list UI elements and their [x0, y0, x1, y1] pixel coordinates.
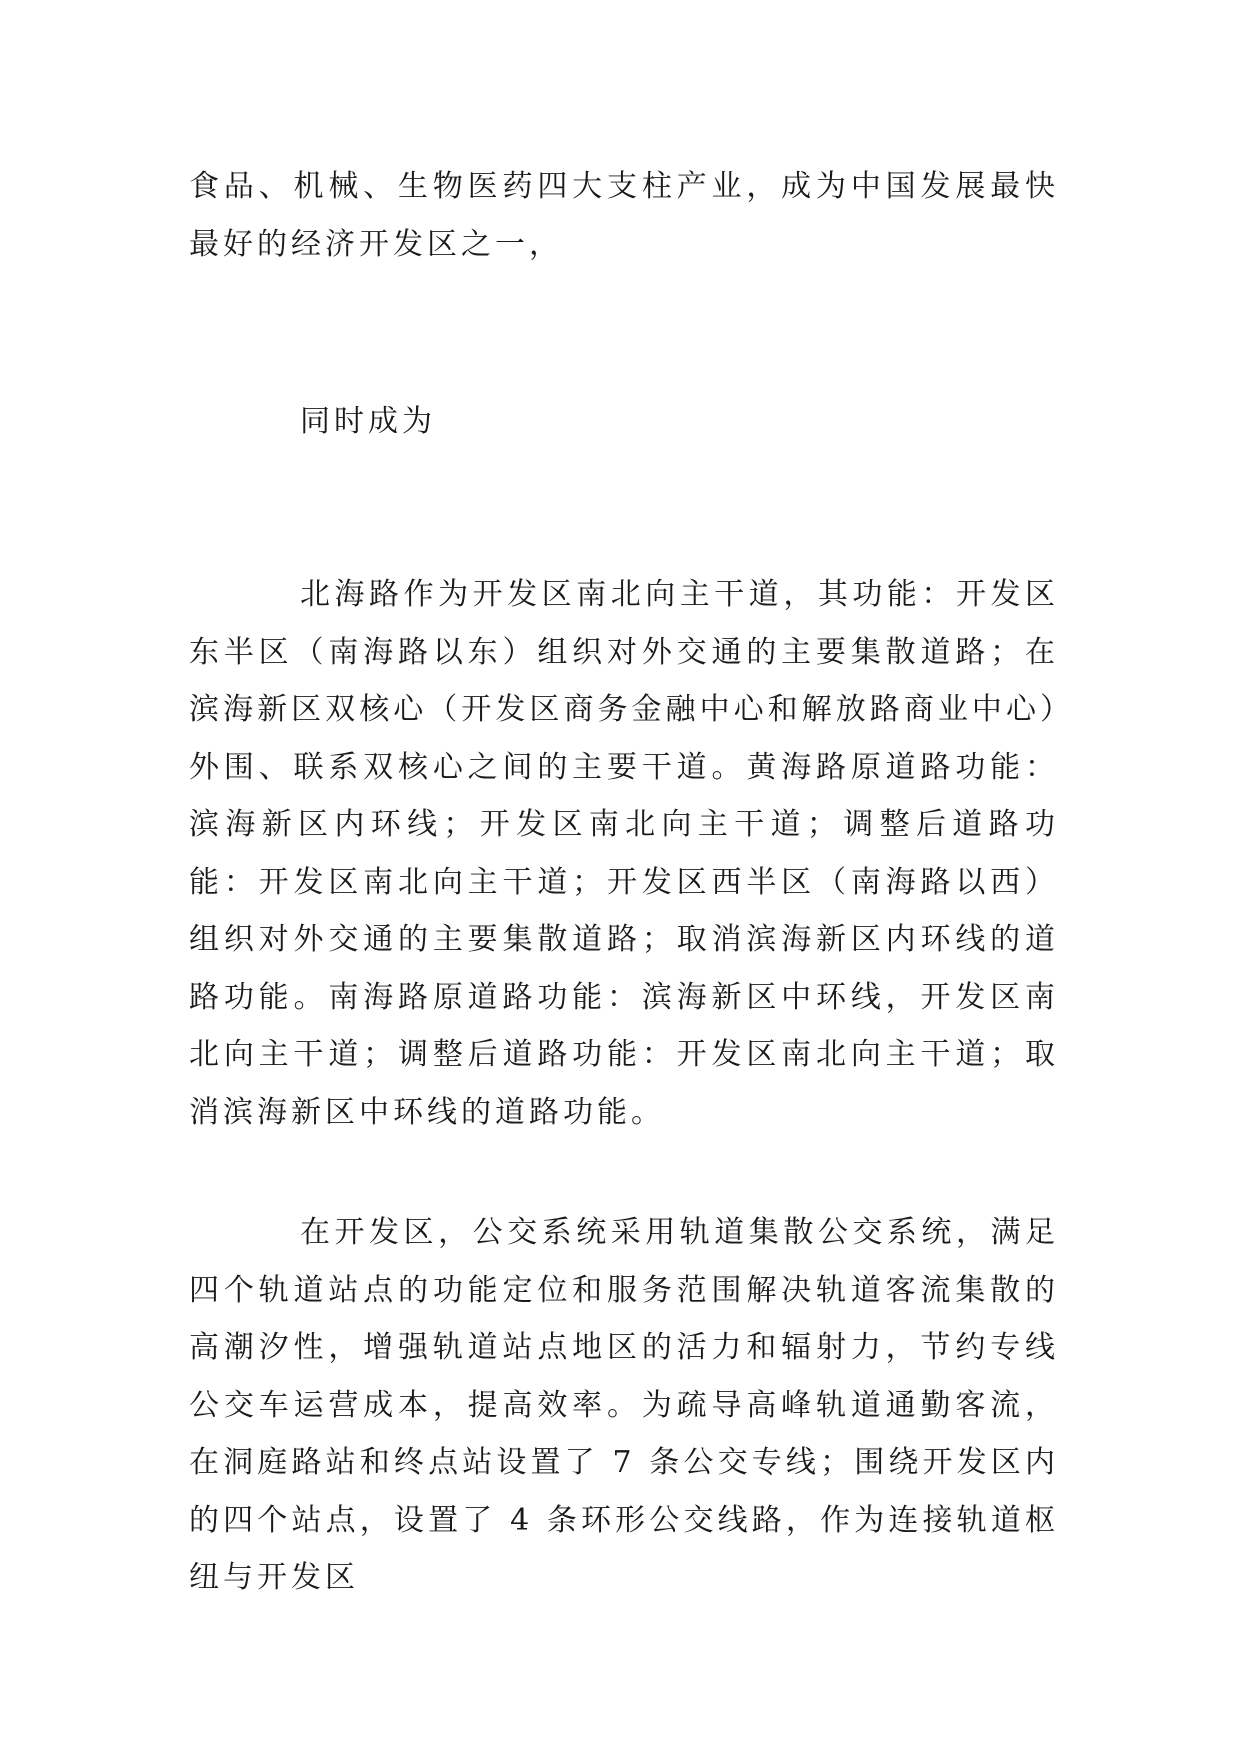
- paragraph-industries: 食品、机械、生物医药四大支柱产业，成为中国发展最快最好的经济开发区之一，: [189, 169, 1059, 262]
- paragraph-bus-system: 在开发区，公交系统采用轨道集散公交系统，满足四个轨道站点的功能定位和服务范围解决轨道客流集散的高潮汐性，增强轨道站点地区的活力和辐射力，节约专线公交车运营成本，提高效率。为疏导高峰轨道通勤客流，在洞庭路站和终点站设置了 7 条公交专线；围绕开发区内的四个站点，设置了 4 条环形公交线路，作为连接轨道枢纽与开发区: [189, 1215, 1059, 1595]
- paragraph-road-functions: 北海路作为开发区南北向主干道，其功能：开发区东半区（南海路以东）组织对外交通的主要集散道路；在滨海新区双核心（开发区商务金融中心和解放路商业中心）外围、联系双核心之间的主要干道。黄海路原道路功能：滨海新区内环线；开发区南北向主干道；调整后道路功能：开发区南北向主干道；开发区西半区（南海路以西）组织对外交通的主要集散道路；取消滨海新区内环线的道路功能。南海路原道路功能：滨海新区中环线，开发区南北向主干道；调整后道路功能：开发区南北向主干道；取消滨海新区中环线的道路功能。: [189, 577, 1059, 1130]
- paragraph-fragment: 同时成为: [300, 404, 436, 439]
